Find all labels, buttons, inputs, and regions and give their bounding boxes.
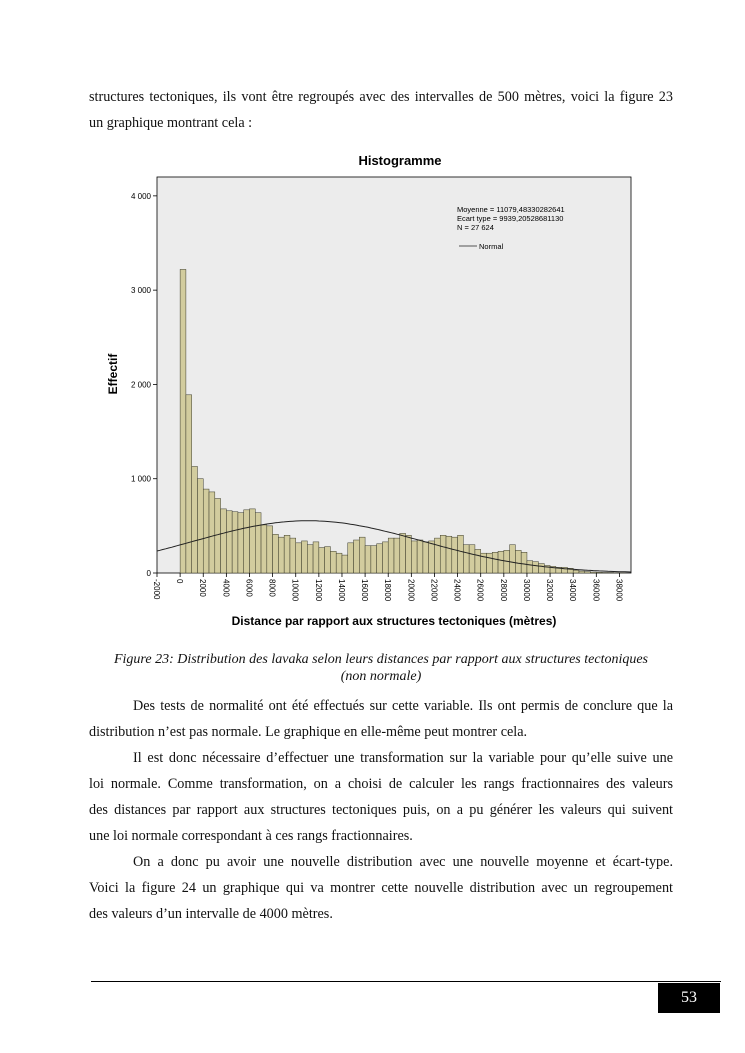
histogram-bar [394, 538, 400, 573]
histogram-bar [209, 492, 215, 573]
histogram-bar [284, 535, 290, 573]
x-tick-label: 36000 [591, 579, 601, 602]
histogram-bar [215, 499, 221, 573]
histogram-bar [336, 553, 342, 573]
caption-line-1: Figure 23: Distribution des lavaka selon leurs distances par rapport aux structures tectoniques [113, 652, 649, 667]
histogram-bar [319, 548, 325, 573]
histogram-bar [342, 555, 348, 573]
histogram-bar [382, 542, 388, 573]
x-tick-label: 38000 [614, 579, 624, 602]
x-tick-label: 4000 [221, 579, 231, 597]
histogram-bar [197, 479, 203, 573]
p2-line-2: loi normale. Comme transformation, on a choisi de calculer les rangs fractionnaires des valeurs [89, 776, 673, 792]
histogram-bar [492, 552, 498, 573]
y-tick-label: 3 000 [130, 286, 151, 296]
p1-line-2: distribution n’est pas normale. Le graphique en elle-même peut montrer cela. [89, 724, 528, 740]
p2-line-4: une loi normale correspondant à ces rangs fractionnaires. [89, 828, 413, 844]
y-tick-label: 0 [146, 569, 151, 578]
y-tick-label: 4 000 [130, 191, 151, 201]
histogram-bar [325, 547, 331, 573]
histogram-bar [377, 544, 383, 573]
histogram-bar [232, 512, 238, 573]
y-axis [131, 192, 157, 578]
histogram-bar [290, 538, 296, 573]
x-tick-label: 2000 [198, 579, 208, 597]
histogram-bar [515, 550, 521, 573]
x-tick-label: -2000 [152, 579, 161, 600]
histogram-bar [440, 535, 446, 573]
x-tick-label: 32000 [545, 579, 555, 602]
stat-sd: Ecart type = 9939,20528681130 [457, 214, 564, 223]
histogram-bar [486, 553, 492, 573]
histogram-bar [475, 549, 481, 573]
histogram-chart [88, 145, 648, 635]
histogram-bar [244, 510, 250, 573]
x-tick-label: 8000 [267, 579, 277, 597]
histogram-bar [533, 562, 539, 573]
p3-line-2: Voici la figure 24 un graphique qui va montrer cette nouvelle distribution avec un regroupement [89, 880, 673, 896]
histogram-bar [278, 537, 284, 573]
histogram-bar [585, 572, 591, 573]
stat-n: N = 27 624 [457, 223, 494, 232]
histogram-bar [388, 538, 394, 573]
histogram-bar [365, 546, 371, 573]
histogram-bar [371, 546, 377, 573]
x-tick-label: 18000 [383, 579, 393, 602]
histogram-bar [267, 526, 273, 573]
caption-line-2: (non normale) [340, 669, 422, 684]
histogram-bar [180, 269, 186, 573]
histogram-bar [417, 540, 423, 573]
histogram-bar [354, 540, 360, 573]
footer-rule [91, 981, 721, 982]
histogram-bar [186, 395, 192, 573]
histogram-bar [527, 561, 533, 573]
histogram-bar [359, 537, 365, 573]
histogram-bar [510, 545, 516, 573]
histogram-bar [452, 537, 458, 573]
x-tick-label: 16000 [360, 579, 370, 602]
histogram-bar [313, 542, 319, 573]
x-tick-label: 24000 [452, 579, 462, 602]
intro-line-1: structures tectoniques, ils vont être regroupés avec des intervalles de 500 mètres, voici la figure 23 [89, 89, 673, 105]
p3-line-1: On a donc pu avoir une nouvelle distribution avec une nouvelle moyenne et écart-type. [133, 854, 673, 870]
x-tick-label: 26000 [475, 579, 485, 602]
x-tick-label: 12000 [313, 579, 323, 602]
histogram-bar [579, 571, 585, 573]
y-tick-label: 2 000 [130, 380, 151, 390]
histogram-bar [307, 545, 313, 573]
histogram-bar [273, 534, 279, 573]
histogram-bar [255, 513, 261, 573]
histogram-bar [400, 533, 406, 573]
histogram-bar [296, 543, 302, 573]
histogram-bar [249, 509, 255, 573]
chart-title: Histogramme [358, 153, 442, 168]
histogram-bar [521, 552, 527, 573]
x-tick-label: 34000 [568, 579, 578, 602]
intro-line-2: un graphique montrant cela : [89, 115, 253, 131]
histogram-bar [192, 466, 198, 573]
x-tick-label: 30000 [521, 579, 531, 602]
x-axis-label: Distance par rapport aux structures tectoniques (mètres) [231, 614, 557, 628]
x-axis [152, 573, 623, 602]
x-tick-label: 20000 [406, 579, 416, 602]
stat-mean: Moyenne = 11079,48330282641 [457, 205, 565, 214]
histogram-bar [221, 509, 227, 573]
x-tick-label: 6000 [244, 579, 254, 597]
histogram-bar [434, 538, 440, 573]
legend-label: Normal [479, 242, 504, 251]
histogram-bar [429, 541, 435, 573]
histogram-bar [406, 535, 412, 573]
histogram-bar [423, 542, 429, 573]
x-tick-label: 14000 [336, 579, 346, 602]
histogram-bar [261, 525, 267, 573]
p1-line-1: Des tests de normalité ont été effectués sur cette variable. Ils ont permis de conclure que la [133, 698, 673, 714]
x-tick-label: 22000 [429, 579, 439, 602]
histogram-bar [596, 572, 602, 573]
histogram-bar [330, 551, 336, 573]
p2-line-3: des distances par rapport aux structures tectoniques puis, on a pu générer les valeurs qui suivent [89, 802, 673, 818]
histogram-bar [458, 535, 464, 573]
page-number: 53 [658, 983, 720, 1013]
x-tick-label: 10000 [290, 579, 300, 602]
histogram-bar [302, 541, 308, 573]
histogram-bar [573, 570, 579, 573]
p3-line-3: des valeurs d’un intervalle de 4000 mètres. [89, 906, 333, 922]
histogram-bar [226, 511, 232, 573]
histogram-bar [238, 513, 244, 573]
x-tick-label: 0 [175, 579, 185, 584]
histogram-bar [446, 536, 452, 573]
histogram-bar [539, 564, 545, 573]
histogram-bar [498, 551, 504, 573]
histogram-bar [469, 545, 475, 573]
histogram-bar [348, 543, 354, 573]
y-axis-label: Effectif [106, 353, 120, 395]
histogram-bar [463, 545, 469, 573]
y-tick-label: 1 000 [130, 474, 151, 484]
histogram-bar [411, 541, 417, 573]
histogram-bar [591, 572, 597, 573]
p2-line-1: Il est donc nécessaire d’effectuer une transformation sur la variable pour qu’elle suive une [133, 750, 673, 766]
figure-caption [89, 651, 673, 685]
histogram-bar [203, 489, 209, 573]
x-tick-label: 28000 [498, 579, 508, 602]
